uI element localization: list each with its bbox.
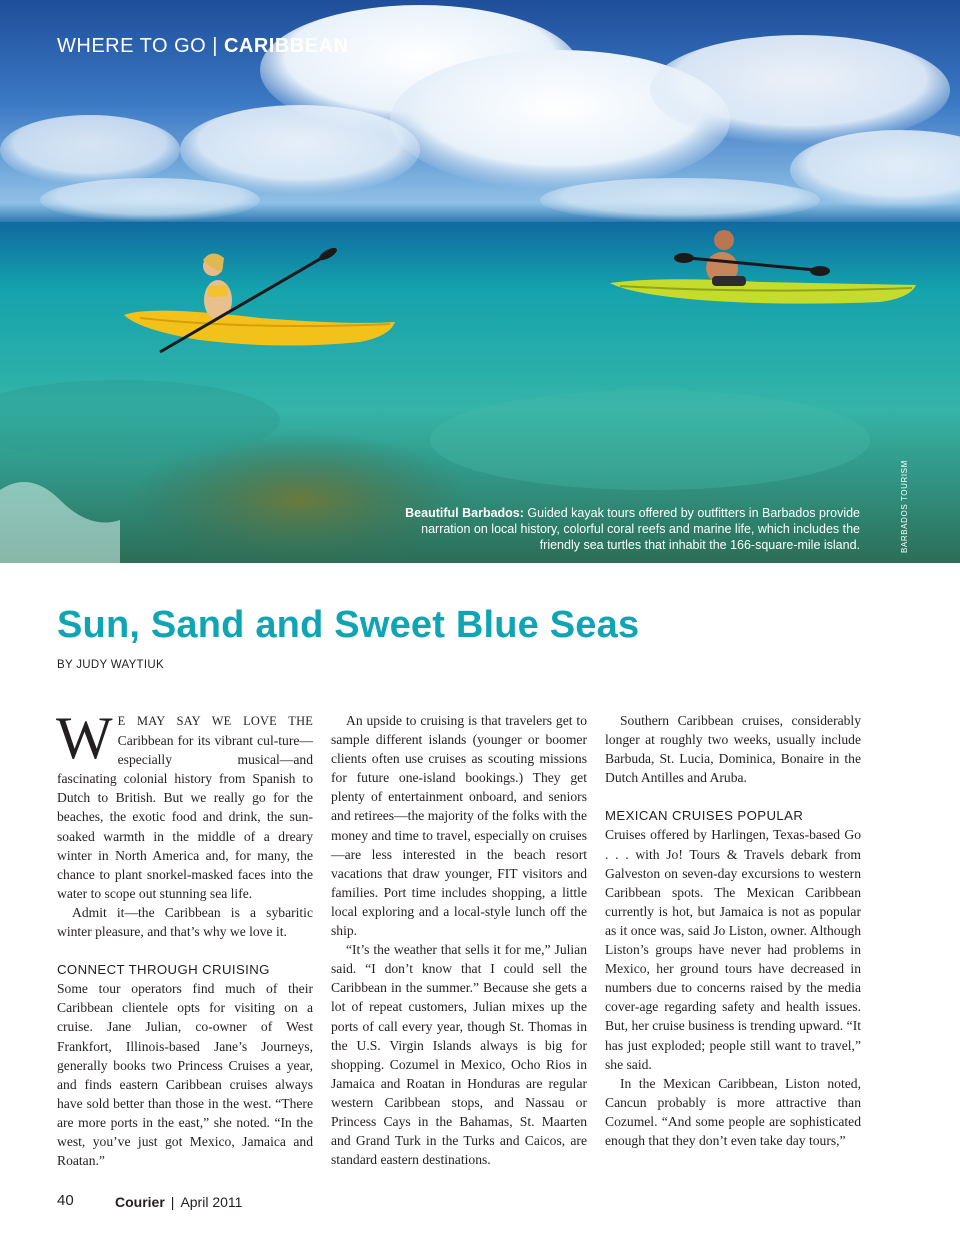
lead-paragraph (56, 705, 313, 903)
article-column-1 (56, 705, 313, 1170)
publication-name: Courier (115, 1194, 165, 1210)
paragraph: Some tour operators find much of their Caribbean clientele opts for visiting on a cruise. Jane Julian, co-owner of West Frankfort, Illinois-based Jane’s Journeys, generally books two Princess Cruises a year, and finds eastern Caribbean cruises always have sold better than those in the west. “There are more ports in the east,” she noted. “In the west, you’ve just got Mexico, Jamaica and Roatan.” (57, 981, 313, 1169)
subhead-mexican-cruises-popular: MEXICAN CRUISES POPULAR (605, 808, 804, 824)
photo-caption (390, 505, 860, 553)
paragraph: “It’s the weather that sells it for me,” Julian said. “I don’t know that I could sell the Caribbean in the summer.” Because she gets a lot of repeat customers, Julian mixes up the ports of call every year, though St. Thomas in the U.S. Virgin Islands always is big for shopping. Cozumel in Mexico, Ocho Rios in Jamaica and Roatan in Honduras are regular western Caribbean stops, and Nassau or Princess Cays in the Bahamas, St. Maarten and Grand Turk in the Turks and Caicos, are standard eastern destinations. (331, 942, 587, 1168)
paragraph: Southern Caribbean cruises, considerably longer at roughly two weeks, usually include Barbuda, St. Lucia, Dominica, Bonaire in the Dutch Antilles and Aruba. (605, 713, 861, 786)
hero-photo (0, 0, 960, 563)
subhead-connect-through-cruising: CONNECT THROUGH CRUISING (57, 962, 270, 978)
kayak-scene-illustration (0, 0, 960, 563)
article-column-3 (605, 711, 861, 1150)
caption-text: Guided kayak tours offered by outfitters in Barbados provide narration on local history, colorful coral reefs and marine life, which includes the friendly sea turtles that inhabit the 166-square-mile island. (421, 506, 860, 552)
paragraph: Cruises offered by Harlingen, Texas-based Go . . . with Jo! Tours & Travels debark from Galveston on seven-day excursions to western Caribbean spots. The Mexican Caribbean currently is hot, but Jamaica is not as popular as it once was, said Jo Liston, owner. Although Liston’s groups have never had problems in Mexico, her ground tours have decreased in numbers due to concerns raised by the media cover-age regarding safety and health issues. But, her cruise business is trending upward. “It has just exploded; people still want to travel,” she said. (605, 827, 861, 1072)
drop-cap: W (56, 705, 113, 771)
lead-text: Caribbean for its vibrant cul-ture—especially musical—and fascinating colonial history from Spanish to Dutch to British. But we really go for the beaches, the exotic food and drink, the sun-soaked warmth in the middle of a dreary winter in North America and, for many, the chance to plant snorkel-masked faces into the water to scope out stunning sea life. (57, 733, 313, 901)
paragraph: Admit it—the Caribbean is a sybaritic winter pleasure, and that’s why we love it. (57, 904, 313, 940)
lead-smallcaps: E MAY SAY WE LOVE THE (117, 714, 313, 728)
section-name: WHERE TO GO (57, 35, 207, 57)
paragraph: In the Mexican Caribbean, Liston noted, Cancun probably is more attractive than Cozumel. “And some people are sophisticated enough that they don’t even take day tours,” (605, 1075, 861, 1148)
region-name: CARIBBEAN (223, 35, 349, 57)
byline: BY JUDY WAYTIUK (57, 659, 164, 671)
paragraph: An upside to cruising is that travelers get to sample different islands (younger or boomer clients often use cruises as scouting missions for future one-island bookings.) They get plenty of entertainment onboard, and seniors and retirees—the majority of the folks with the money and time to travel, especially on cruises—are less interested in the beach resort vacations that draw younger, FIT visitors and families. Port time includes shopping, a little local exploring and a local-style lunch off the ship. (331, 713, 587, 939)
photo-credit: BARBADOS TOURISM (900, 460, 909, 553)
footer-publication (115, 1194, 242, 1210)
section-separator: | (212, 35, 218, 57)
article-column-2 (331, 711, 587, 1169)
caption-lead: Beautiful Barbados: (405, 506, 524, 520)
page-number: 40 (57, 1192, 74, 1209)
issue-date: April 2011 (180, 1194, 243, 1210)
footer-separator: | (170, 1194, 175, 1210)
section-label (57, 35, 348, 58)
article-title: Sun, Sand and Sweet Blue Seas (57, 604, 640, 646)
